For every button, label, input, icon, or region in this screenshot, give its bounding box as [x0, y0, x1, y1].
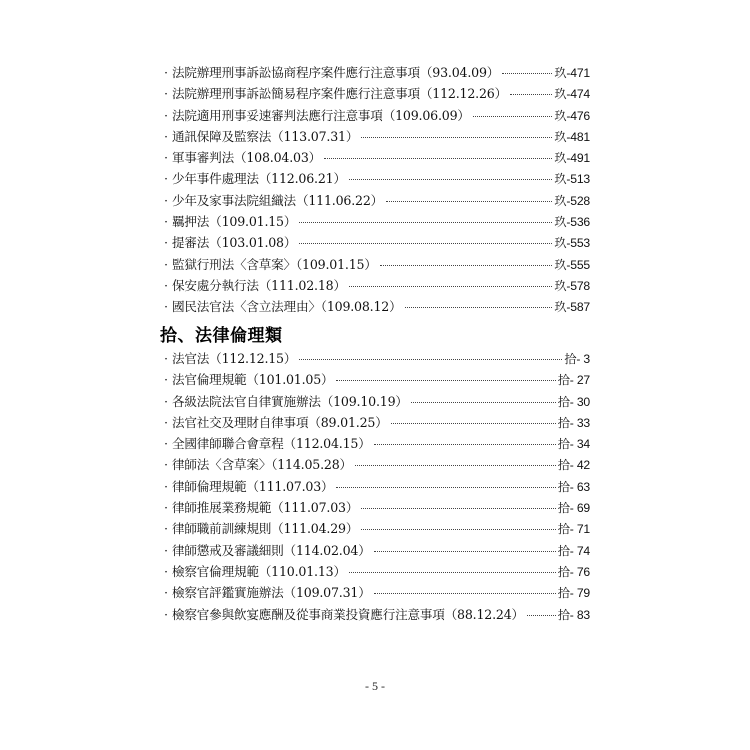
toc-entry-title: 少年事件處理法（112.06.21）: [172, 171, 346, 187]
toc-entry-page: 玖-536: [554, 215, 590, 230]
toc-entry-title: 羈押法（109.01.15）: [172, 214, 297, 230]
toc-entry[interactable]: [160, 348, 590, 369]
bullet-icon: ·: [164, 236, 168, 251]
toc-entry-title: 軍事審判法（108.04.03）: [172, 150, 322, 166]
toc-entry-page: 拾- 30: [557, 394, 590, 409]
dot-leader: [527, 615, 556, 616]
dot-leader: [324, 158, 552, 159]
dot-leader: [349, 286, 553, 287]
toc-entry-title: 律師推展業務規範（111.07.03）: [172, 500, 359, 516]
bullet-icon: ·: [164, 66, 168, 80]
toc-entry-title: 各級法院法官自律實施辦法（109.10.19）: [172, 393, 408, 409]
bullet-icon: ·: [164, 172, 168, 187]
toc-entry[interactable]: [160, 433, 590, 454]
dot-leader: [510, 94, 552, 95]
dot-leader: [374, 551, 556, 552]
dot-leader: [349, 572, 556, 573]
toc-entry-title: 律師倫理規範（111.07.03）: [172, 478, 334, 494]
bullet-icon: ·: [164, 300, 168, 315]
toc-entry-title: 檢察官評鑑實施辦法（109.07.31）: [172, 585, 371, 601]
toc-entry[interactable]: [160, 391, 590, 412]
toc-entry[interactable]: [160, 454, 590, 475]
toc-entry-page: 拾- 76: [557, 564, 590, 579]
dot-leader: [336, 487, 555, 488]
toc-list-part2: [160, 348, 590, 625]
dot-leader: [411, 402, 556, 403]
bullet-icon: ·: [164, 87, 168, 102]
toc-entry-page: 玖-555: [554, 257, 590, 272]
dot-leader: [336, 380, 555, 381]
toc-entry[interactable]: [160, 275, 590, 296]
bullet-icon: ·: [164, 543, 168, 558]
toc-entry-page: 拾- 79: [557, 586, 590, 601]
toc-entry-page: 拾- 33: [557, 415, 590, 430]
toc-entry[interactable]: [160, 168, 590, 189]
bullet-icon: ·: [164, 108, 168, 123]
toc-entry-page: 玖-587: [554, 300, 590, 315]
toc-entry[interactable]: [160, 254, 590, 275]
dot-leader: [405, 307, 553, 308]
toc-entry[interactable]: [160, 105, 590, 126]
toc-entry-page: 拾- 71: [557, 522, 590, 537]
toc-entry[interactable]: [160, 211, 590, 232]
toc-entry-page: 玖-481: [554, 129, 590, 144]
dot-leader: [299, 359, 562, 360]
toc-entry-title: 律師法〈含草案〉（114.05.28）: [172, 457, 352, 473]
toc-entry-title: 法官法（112.12.15）: [172, 351, 297, 366]
dot-leader: [355, 465, 556, 466]
dot-leader: [502, 73, 552, 74]
toc-entry-page: 玖-476: [554, 108, 590, 123]
bullet-icon: ·: [164, 437, 168, 452]
toc-entry-title: 少年及家事法院組織法（111.06.22）: [172, 192, 384, 208]
bullet-icon: ·: [164, 564, 168, 579]
toc-entry[interactable]: [160, 126, 590, 147]
toc-entry[interactable]: [160, 190, 590, 211]
toc-entry-page: 拾- 42: [557, 458, 590, 473]
dot-leader: [374, 593, 556, 594]
toc-entry-title: 法官社交及理財自律事項（89.01.25）: [172, 414, 388, 430]
toc-entry-title: 檢察官參與飲宴應酬及從事商業投資應行注意事項（88.12.24）: [172, 606, 524, 622]
toc-entry[interactable]: [160, 412, 590, 433]
toc-entry-page: 玖-578: [554, 278, 590, 293]
bullet-icon: ·: [164, 501, 168, 516]
toc-entry-title: 保安處分執行法（111.02.18）: [172, 277, 346, 293]
toc-entry-title: 國民法官法〈含立法理由〉（109.08.12）: [172, 299, 402, 315]
toc-entry-page: 拾- 63: [557, 479, 590, 494]
page-number-footer: - 5 -: [365, 679, 385, 693]
toc-entry[interactable]: [160, 83, 590, 104]
toc-list-part1: [160, 62, 590, 318]
bullet-icon: ·: [164, 151, 168, 166]
bullet-icon: ·: [164, 522, 168, 537]
toc-entry-page: 拾- 27: [557, 373, 590, 388]
bullet-icon: ·: [164, 215, 168, 230]
bullet-icon: ·: [164, 479, 168, 494]
toc-entry[interactable]: [160, 582, 590, 603]
section-heading: 拾、法律倫理類: [160, 326, 283, 346]
toc-entry-page: 玖-528: [554, 193, 590, 208]
dot-leader: [473, 116, 553, 117]
toc-entry[interactable]: [160, 369, 590, 390]
toc-entry-title: 律師懲戒及審議細則（114.02.04）: [172, 542, 371, 558]
toc-entry[interactable]: [160, 62, 590, 83]
dot-leader: [361, 137, 552, 138]
toc-entry-page: 拾- 74: [557, 543, 590, 558]
toc-entry-page: 玖-553: [554, 236, 590, 251]
dot-leader: [391, 423, 556, 424]
dot-leader: [349, 179, 553, 180]
toc-entry-title: 檢察官倫理規範（110.01.13）: [172, 563, 346, 579]
toc-entry-title: 法院辦理刑事訴訟簡易程序案件應行注意事項（112.12.26）: [172, 86, 507, 102]
toc-entry-page: 拾- 83: [557, 607, 590, 622]
toc-entry-page: 拾- 69: [557, 501, 590, 516]
toc-entry[interactable]: [160, 518, 590, 539]
toc-entry-title: 律師職前訓練規則（111.04.29）: [172, 521, 359, 537]
dot-leader: [374, 444, 556, 445]
toc-entry-page: 玖-474: [554, 87, 590, 102]
toc-entry[interactable]: [160, 476, 590, 497]
bullet-icon: ·: [164, 193, 168, 208]
toc-entry-page: 拾- 34: [557, 437, 590, 452]
dot-leader: [386, 201, 552, 202]
bullet-icon: ·: [164, 607, 168, 622]
toc-entry-title: 法官倫理規範（101.01.05）: [172, 372, 334, 388]
bullet-icon: ·: [164, 257, 168, 272]
dot-leader: [380, 265, 553, 266]
toc-entry[interactable]: [160, 147, 590, 168]
dot-leader: [299, 222, 552, 223]
toc-entry-title: 法院適用刑事妥速審判法應行注意事項（109.06.09）: [172, 107, 470, 123]
bullet-icon: ·: [164, 373, 168, 388]
toc-entry-page: 玖-491: [554, 151, 590, 166]
dot-leader: [299, 243, 552, 244]
dot-leader: [361, 529, 556, 530]
toc-entry[interactable]: [160, 232, 590, 253]
toc-entry-page: 玖-513: [554, 172, 590, 187]
toc-entry-title: 全國律師聯合會章程（112.04.15）: [172, 436, 371, 452]
toc-entry[interactable]: [160, 497, 590, 518]
bullet-icon: ·: [164, 415, 168, 430]
toc-entry-title: 通訊保障及監察法（113.07.31）: [172, 128, 359, 144]
bullet-icon: ·: [164, 352, 168, 366]
bullet-icon: ·: [164, 458, 168, 473]
bullet-icon: ·: [164, 129, 168, 144]
toc-entry-page: 玖-471: [554, 66, 590, 80]
bullet-icon: ·: [164, 278, 168, 293]
bullet-icon: ·: [164, 394, 168, 409]
dot-leader: [361, 508, 556, 509]
toc-entry[interactable]: [160, 561, 590, 582]
toc-entry-title: 提審法（103.01.08）: [172, 235, 297, 251]
bullet-icon: ·: [164, 586, 168, 601]
toc-entry[interactable]: [160, 540, 590, 561]
toc-entry-title: 監獄行刑法〈含草案〉（109.01.15）: [172, 256, 377, 272]
toc-entry[interactable]: [160, 604, 590, 625]
toc-entry-title: 法院辦理刑事訴訟協商程序案件應行注意事項（93.04.09）: [172, 65, 500, 80]
toc-entry[interactable]: [160, 296, 590, 317]
toc-entry-page: 拾- 3: [564, 352, 590, 366]
